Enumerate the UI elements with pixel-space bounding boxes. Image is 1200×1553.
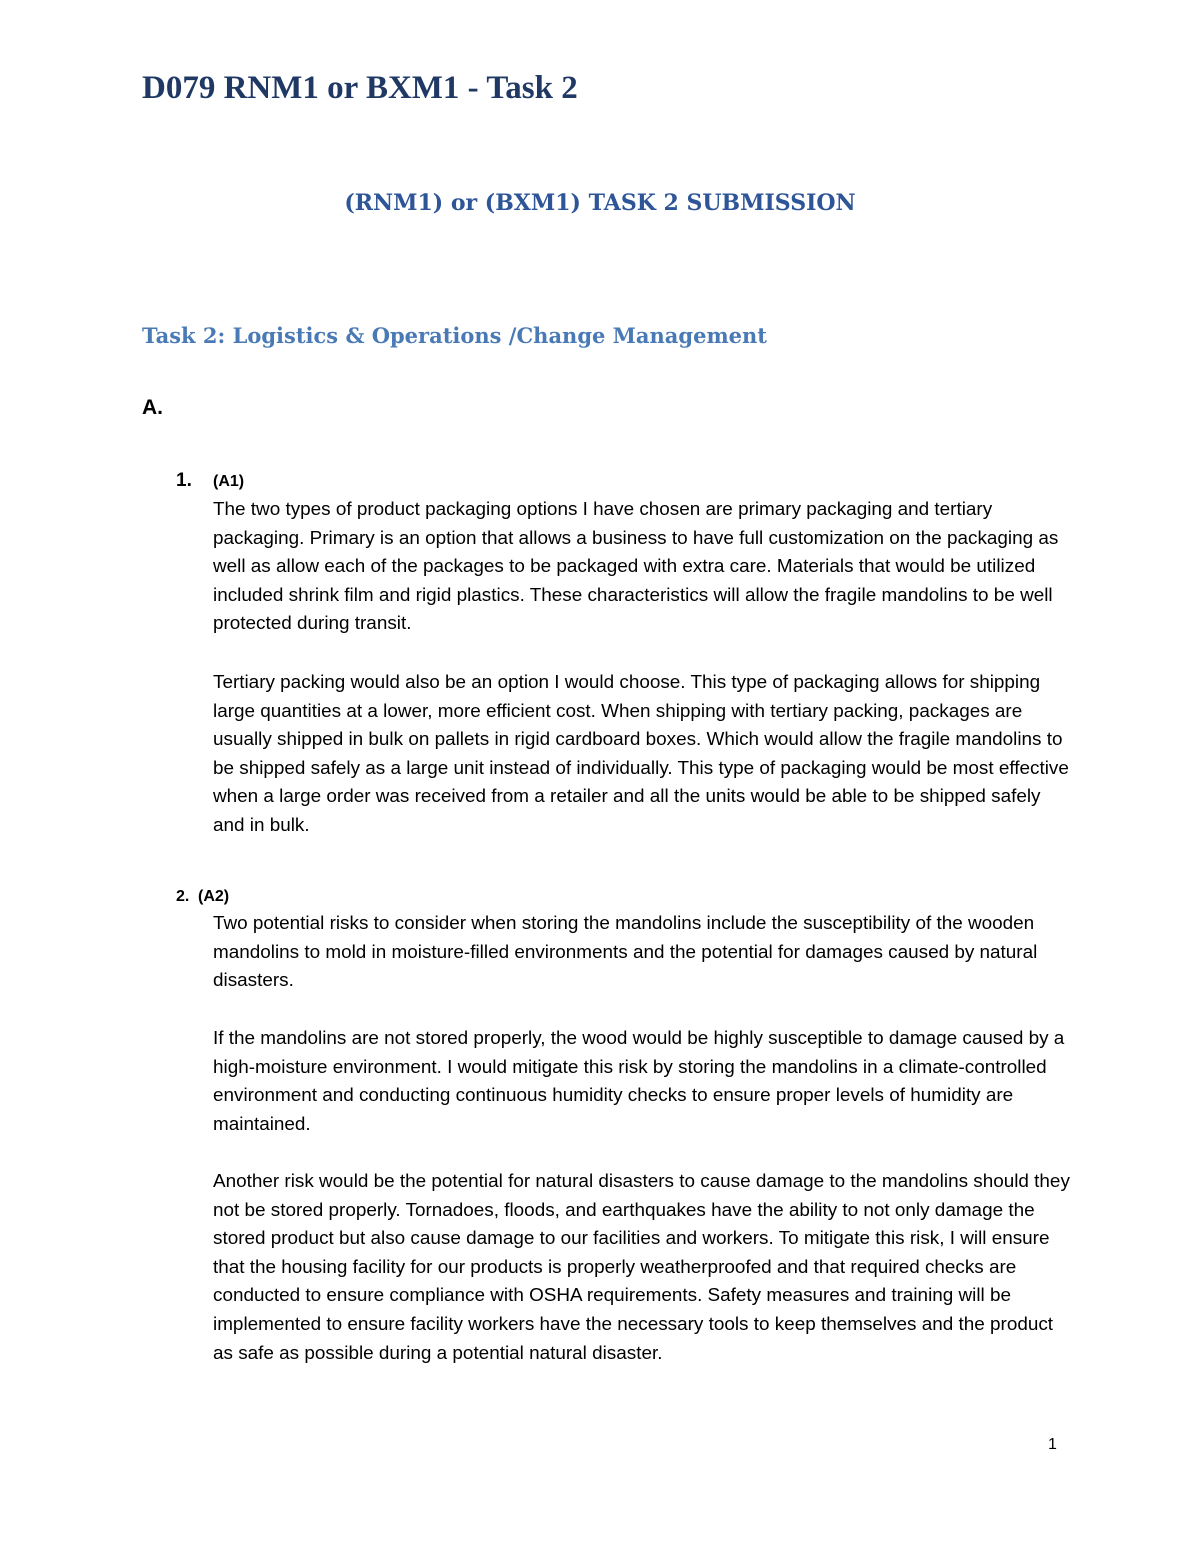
- list-item-number: 1.: [176, 470, 192, 491]
- section-a-label: A.: [142, 396, 163, 419]
- document-title: D079 RNM1 or BXM1 - Task 2: [142, 70, 578, 106]
- task-section-heading: Task 2: Logistics & Operations /Change Management: [142, 323, 768, 348]
- page-number: 1: [1048, 1436, 1057, 1453]
- list-item-label: (A1): [213, 473, 245, 490]
- paragraph: The two types of product packaging options I have chosen are primary packaging and tertiary packaging. Primary is an option that allows a business to have full customization on the packaging as well as allow each of the packages to be packaged with extra care. Materials that would be utilized included shrink film and rigid plastics. These characteristics will allow the fragile mandolins to be well protected during transit.: [213, 499, 1059, 635]
- list-item-number: 2.: [176, 888, 190, 905]
- list-item-label: (A2): [198, 888, 230, 905]
- submission-subtitle: (RNM1) or (BXM1) TASK 2 SUBMISSION: [344, 190, 856, 216]
- paragraph: Tertiary packing would also be an option I would choose. This type of packaging allows for shipping large quantities at a lower, more efficient cost. When shipping with tertiary packing, packages are usually shipped in bulk on pallets in rigid cardboard boxes. Which would allow the fragile mandolins to be shipped safely as a large unit instead of individually. This type of packaging would be most effective when a large order was received from a retailer and all the units would be able to be shipped safely and in bulk.: [213, 672, 1069, 836]
- paragraph: If the mandolins are not stored properly, the wood would be highly susceptible to damage caused by a high-moisture environment. I would mitigate this risk by storing the mandolins in a climate-controlled environment and conducting continuous humidity checks to ensure proper levels of humidity are maintained.: [213, 1028, 1065, 1135]
- paragraph: Another risk would be the potential for natural disasters to cause damage to the mandolins should they not be stored properly. Tornadoes, floods, and earthquakes have the ability to not only damage the stored product but also cause damage to our facilities and workers. To mitigate this risk, I will ensure that the housing facility for our products is properly weatherproofed and that required checks are conducted to ensure compliance with OSHA requirements. Safety measures and training will be implemented to ensure facility workers have the necessary tools to keep themselves and the product as safe as possible during a potential natural disaster.: [213, 1171, 1070, 1364]
- paragraph: Two potential risks to consider when storing the mandolins include the susceptibility of the wooden mandolins to mold in moisture-filled environments and the potential for damages caused by natural disasters.: [213, 913, 1038, 992]
